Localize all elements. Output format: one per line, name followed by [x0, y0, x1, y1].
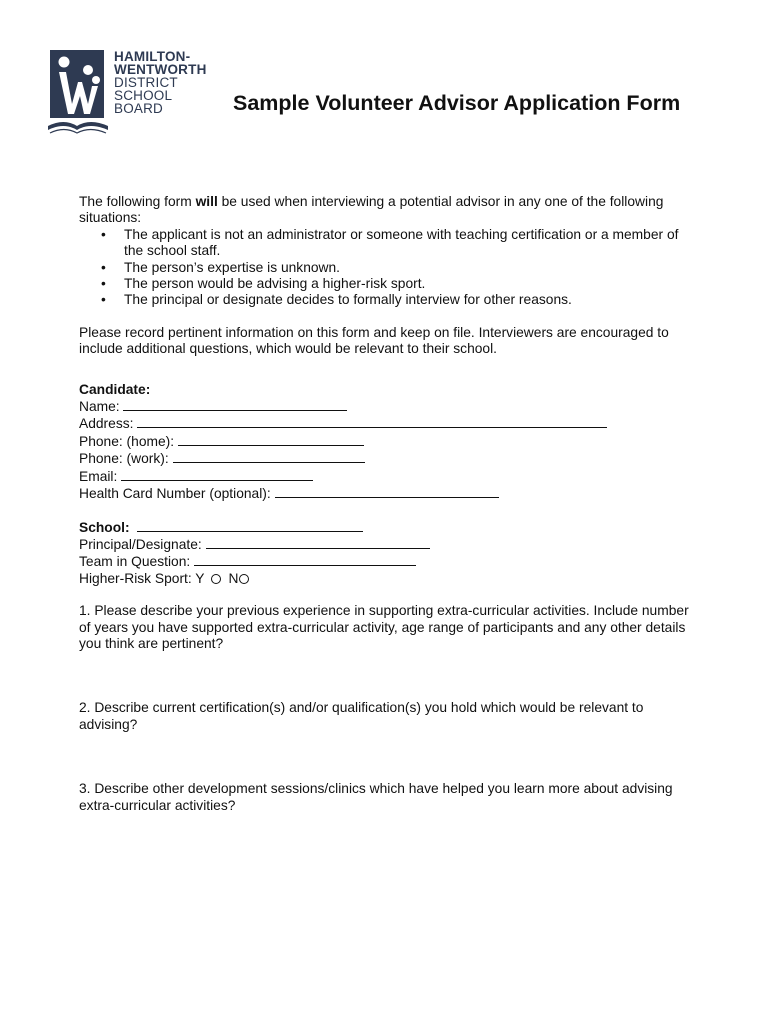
principal-label: Principal/Designate: — [79, 536, 202, 552]
intro-paragraph: The following form will be used when interviewing a potential advisor in any one of the following situations: — [79, 194, 664, 226]
school-board-emblem-icon — [46, 44, 112, 140]
school-row — [79, 519, 699, 536]
school-heading: School: — [79, 519, 130, 535]
phone-work-field[interactable] — [173, 450, 365, 463]
logo-line: WENTWORTH — [114, 62, 207, 77]
health-card-label: Health Card Number (optional): — [79, 486, 271, 502]
school-board-logo — [46, 44, 216, 144]
email-row — [79, 468, 699, 485]
question-3: 3. Describe other development sessions/clinics which have helped you learn more about advising extra-curricular activities? — [79, 781, 673, 813]
name-row — [79, 398, 699, 415]
health-card-row — [79, 485, 699, 502]
team-row — [79, 553, 699, 570]
list-item: • The applicant is not an administrator or someone with teaching certification or a member of the school staff. — [79, 227, 699, 260]
logo-line: HAMILTON- — [114, 49, 191, 64]
health-card-field[interactable] — [275, 485, 499, 498]
email-label: Email: — [79, 468, 118, 484]
logo-line: SCHOOL — [114, 88, 173, 103]
no-label: N — [228, 570, 239, 586]
school-field[interactable] — [137, 519, 363, 532]
principal-row — [79, 536, 699, 553]
email-field[interactable] — [121, 468, 313, 481]
situations-list — [79, 227, 699, 309]
phone-home-field[interactable] — [178, 433, 364, 446]
logo-line: DISTRICT — [114, 75, 178, 90]
question-1: 1. Please describe your previous experience in supporting extra-curricular activities. Include number of years you have supported extra-curricular activity, age range of participants and any other details you think are pertinent? — [79, 603, 689, 651]
candidate-heading: Candidate: — [79, 381, 151, 397]
list-item: • The person would be advising a higher-risk sport. — [79, 276, 699, 292]
form-body — [79, 194, 699, 814]
phone-work-label: Phone: (work): — [79, 451, 169, 467]
list-item: • The person’s expertise is unknown. — [79, 260, 699, 276]
address-label: Address: — [79, 416, 134, 432]
list-item: • The principal or designate decides to formally interview for other reasons. — [79, 292, 699, 308]
record-note: Please record pertinent information on this form and keep on file. Interviewers are encouraged to include additional questions, which would be relevant to their school. — [79, 324, 669, 357]
address-field[interactable] — [137, 415, 607, 428]
phone-home-label: Phone: (home): — [79, 433, 175, 449]
team-field[interactable] — [194, 553, 416, 566]
higher-risk-row — [79, 571, 699, 587]
logo-line: BOARD — [114, 101, 164, 116]
principal-field[interactable] — [206, 536, 430, 549]
no-radio[interactable] — [239, 574, 249, 584]
phone-work-row — [79, 450, 699, 467]
team-label: Team in Question: — [79, 554, 191, 570]
higher-risk-label: Higher-Risk Sport: Y — [79, 570, 205, 586]
form-title: Sample Volunteer Advisor Application Form — [233, 91, 681, 115]
phone-home-row — [79, 433, 699, 450]
name-field[interactable] — [123, 398, 347, 411]
question-2: 2. Describe current certification(s) and/or qualification(s) you hold which would be relevant to advising? — [79, 700, 644, 732]
name-label: Name: — [79, 399, 120, 415]
address-row — [79, 415, 699, 432]
logo-wordmark — [114, 50, 207, 115]
yes-radio[interactable] — [211, 574, 221, 584]
